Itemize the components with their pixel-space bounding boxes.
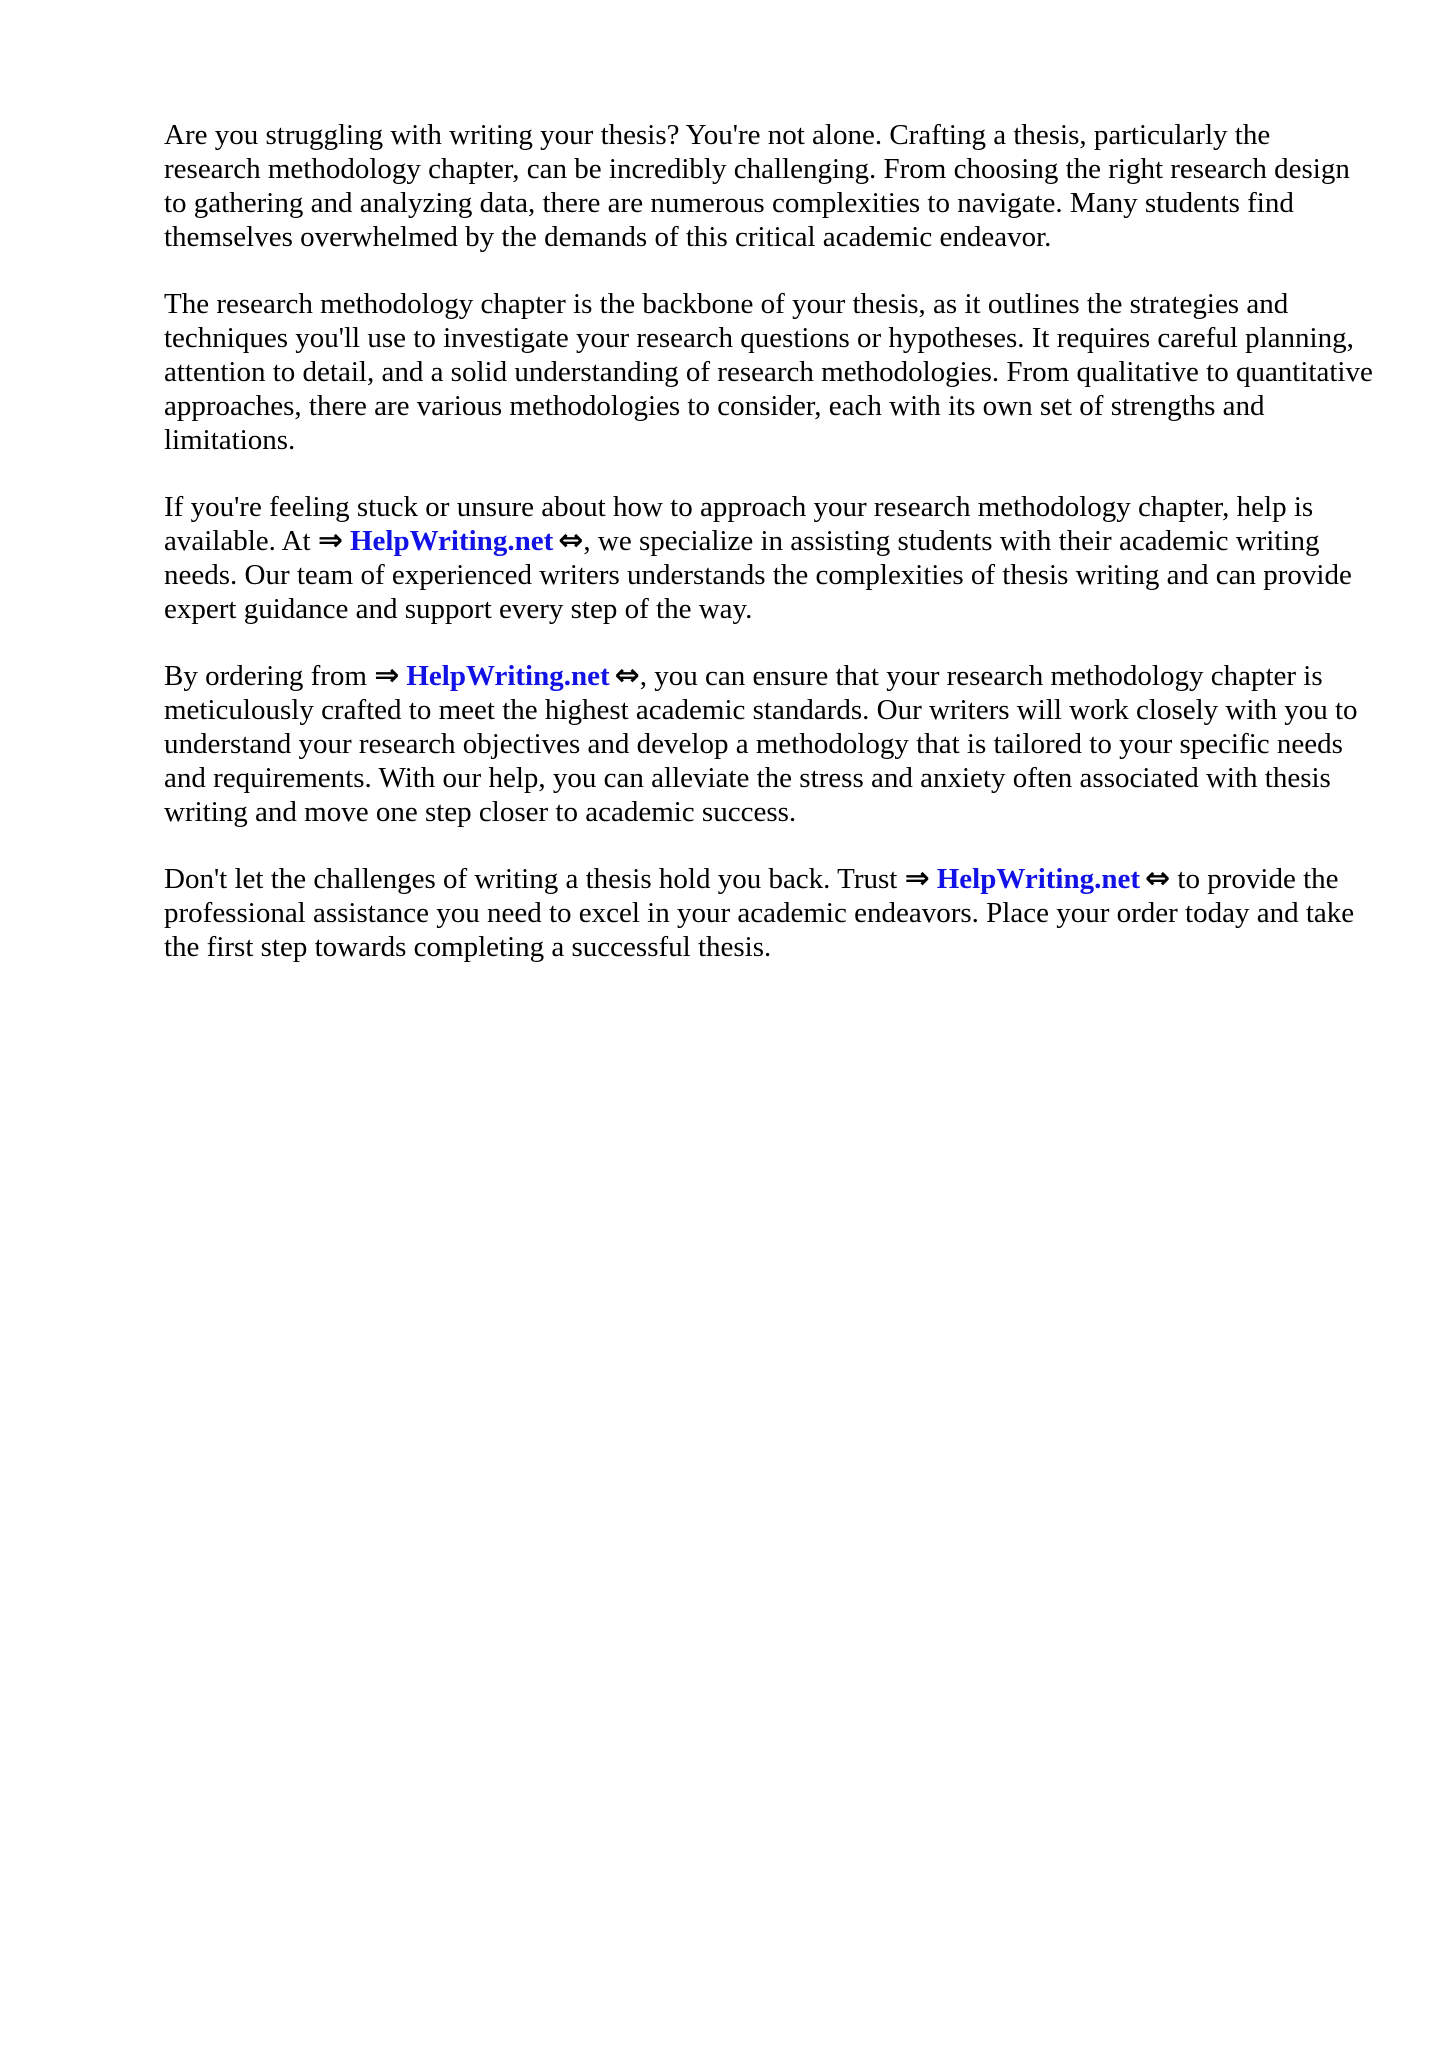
paragraph-help-available	[164, 490, 1374, 626]
document-text-block	[164, 118, 1374, 997]
double-arrow-right-icon: ⇒	[374, 658, 400, 693]
helpwriting-net-link[interactable]: HelpWriting.net	[349, 525, 554, 557]
helpwriting-net-link[interactable]: HelpWriting.net	[406, 660, 610, 692]
paragraph-text-segment: , we specialize in assisting students with their academic writing needs. Our team of experienced writers understands the complexities of thesis writing and can provide expert guidance and support every step of the way.	[164, 525, 1352, 625]
paragraph-text-segment: Are you struggling with writing your thesis? You're not alone. Crafting a thesis, particularly the research methodology chapter, can be incredibly challenging. From choosing the right research design to gathering and analyzing data, there are numerous complexities to navigate. Many students find themselves overwhelmed by the demands of this critical academic endeavor.	[164, 119, 1350, 253]
paragraph-ordering	[164, 659, 1374, 829]
helpwriting-net-link[interactable]: HelpWriting.net	[936, 863, 1141, 895]
double-arrow-left-right-icon: ⇔	[614, 658, 640, 693]
double-arrow-right-icon: ⇒	[317, 523, 343, 558]
paragraph-text-segment: By ordering from	[164, 660, 375, 692]
paragraph-text-segment: , you can ensure that your research methodology chapter is meticulously crafted to meet the highest academic standards. Our writers will work closely with you to understand your research objectives and develop a methodology that is tailored to your specific needs and requirements. With our help, you can alleviate the stress and anxiety often associated with thesis writing and move one step closer to academic success.	[164, 660, 1358, 828]
double-arrow-left-right-icon: ⇔	[558, 523, 584, 558]
paragraph-closing	[164, 862, 1374, 964]
paragraph-text-segment: The research methodology chapter is the backbone of your thesis, as it outlines the strategies and techniques you'll use to investigate your research questions or hypotheses. It requires careful planning, attention to detail, and a solid understanding of research methodologies. From qualitative to quantitative approaches, there are various methodologies to consider, each with its own set of strengths and limitations.	[164, 288, 1373, 456]
paragraph-intro	[164, 118, 1374, 254]
paragraph-text-segment: to provide the professional assistance you need to excel in your academic endeavors. Place your order today and take the first step towards completing a successful thesis.	[164, 863, 1355, 963]
paragraph-text-segment: If you're feeling stuck or unsure about how to approach your research methodology chapter, help is available. At	[164, 491, 1314, 557]
double-arrow-right-icon: ⇒	[904, 861, 930, 896]
paragraph-text-segment: Don't let the challenges of writing a thesis hold you back. Trust	[164, 863, 905, 895]
double-arrow-left-right-icon: ⇔	[1145, 861, 1171, 896]
paragraph-methodology-overview	[164, 287, 1374, 457]
